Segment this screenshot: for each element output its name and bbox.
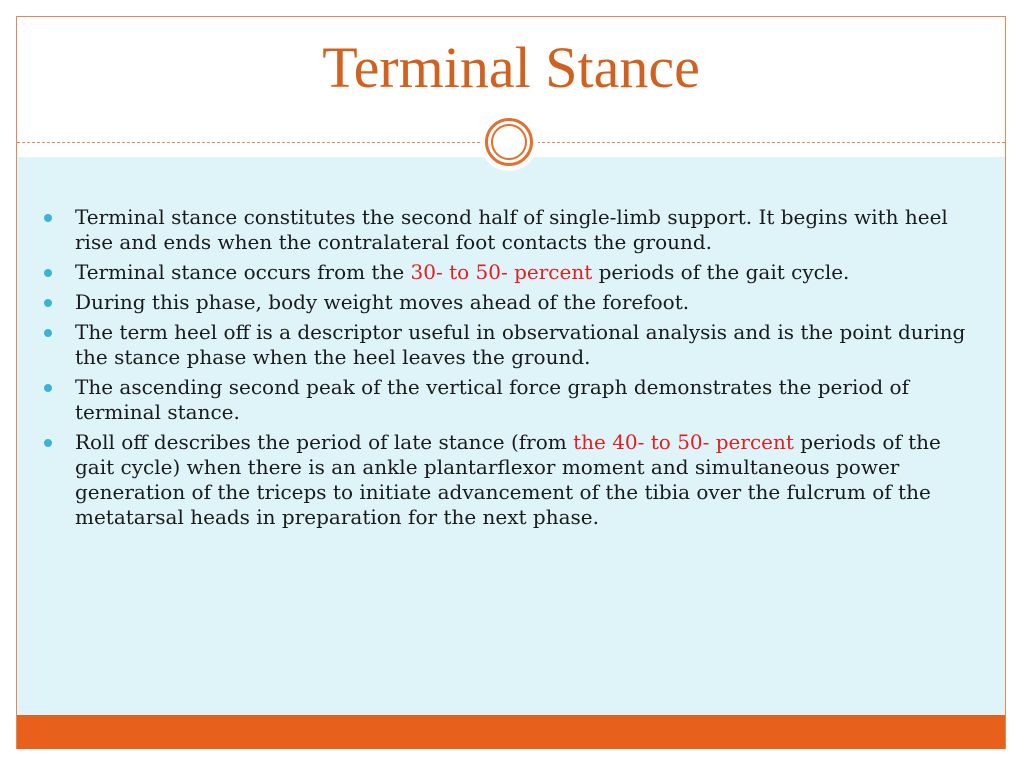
- bullet-text: Roll off describes the period of late stance (from: [75, 430, 574, 454]
- bullet-item: [44, 375, 984, 425]
- footer-accent-bar: [17, 715, 1005, 749]
- bullet-list: [44, 205, 984, 535]
- bullet-dot-icon: [44, 299, 52, 307]
- circle-ornament-icon: [480, 113, 538, 171]
- bullet-dot-icon: [44, 269, 52, 277]
- bullet-item: [44, 205, 984, 255]
- ornament-inner-ring: [491, 124, 527, 160]
- bullet-text: Terminal stance occurs from the: [75, 260, 411, 284]
- bullet-dot-icon: [44, 329, 52, 337]
- bullet-dot-icon: [44, 214, 52, 222]
- bullet-text: Terminal stance constitutes the second half of single-limb support. It begins with heel rise and ends when the contralateral foot contacts the ground.: [75, 205, 948, 254]
- bullet-text: The term heel off is a descriptor useful in observational analysis and is the point during the stance phase when the heel leaves the ground.: [75, 320, 966, 369]
- bullet-highlight: 30- to 50- percent: [410, 260, 593, 284]
- slide-title: Terminal Stance: [322, 35, 700, 100]
- bullet-text: During this phase, body weight moves ahead of the forefoot.: [75, 290, 690, 314]
- bullet-text: The ascending second peak of the vertical force graph demonstrates the period of terminal stance.: [75, 375, 909, 424]
- bullet-text-after: periods of the gait cycle.: [592, 260, 850, 284]
- bullet-highlight: the 40- to 50- percent: [573, 430, 794, 454]
- bullet-text-after: periods of the gait cycle) when there is an ankle plantarflexor moment and simultaneous power generation of the triceps to initiate advancement of the tibia over the fulcrum of the metatarsal heads in preparation for the next phase.: [75, 430, 941, 529]
- bullet-item: [44, 290, 984, 315]
- bullet-item: [44, 320, 984, 370]
- bullet-dot-icon: [44, 384, 52, 392]
- bullet-dot-icon: [44, 439, 52, 447]
- bullet-item: [44, 260, 984, 285]
- bullet-item: [44, 430, 984, 530]
